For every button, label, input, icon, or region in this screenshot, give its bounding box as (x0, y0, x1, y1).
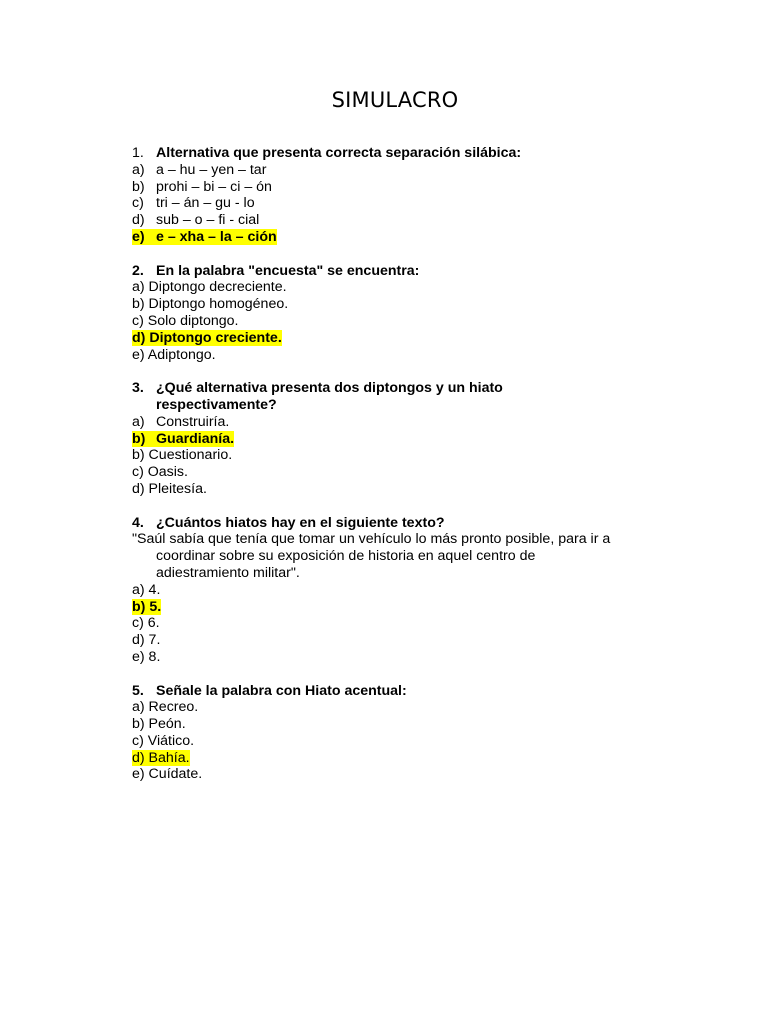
spacer (132, 246, 672, 263)
question-3-stem-line (132, 380, 672, 397)
document-body (132, 145, 672, 783)
question-2 (132, 263, 672, 364)
question-3 (132, 380, 672, 498)
question-2-option-d-correct (132, 330, 672, 347)
question-4-option-d: d) 7. (132, 632, 161, 649)
question-1-stem-line (132, 145, 672, 162)
question-2-number: 2. (132, 262, 144, 279)
question-4-option-b-correct (132, 599, 672, 616)
highlighted-answer: d) Bahía. (132, 749, 190, 766)
question-3-option-c: c) Oasis. (132, 464, 188, 481)
question-1-option-a: a) a – hu – yen – tar (132, 161, 267, 178)
question-3-option-b-alt: b) Cuestionario. (132, 447, 233, 464)
question-2-stem: En la palabra "encuesta" se encuentra: (156, 262, 420, 279)
question-4-stem-line (132, 515, 672, 532)
question-4-quote-line-3: adiestramiento militar". (156, 564, 300, 581)
question-1 (132, 145, 672, 246)
question-3-option-d: d) Pleitesía. (132, 480, 207, 497)
question-5-option-d-correct (132, 750, 672, 767)
question-3-stem: ¿Qué alternativa presenta dos diptongos y un hiato (156, 380, 503, 397)
question-1-option-d: d) sub – o – fi - cial (132, 212, 260, 229)
question-2-option-c: c) Solo diptongo. (132, 312, 239, 329)
highlighted-answer: e) e – xha – la – ción (132, 228, 277, 245)
question-2-option-a: a) Diptongo decreciente. (132, 279, 287, 296)
question-1-option-b: b) prohi – bi – ci – ón (132, 178, 272, 195)
spacer (132, 498, 672, 515)
question-4-option-e: e) 8. (132, 648, 161, 665)
spacer (132, 363, 672, 380)
question-2-option-e: e) Adiptongo. (132, 346, 216, 363)
question-3-option-b-correct (132, 431, 672, 448)
question-4-option-a: a) 4. (132, 581, 161, 598)
question-5-option-e: e) Cuídate. (132, 766, 203, 783)
highlighted-answer: d) Diptongo creciente. (132, 329, 282, 346)
question-4 (132, 515, 672, 666)
question-4-option-c: c) 6. (132, 615, 160, 632)
question-5-option-c: c) Viático. (132, 732, 195, 749)
question-3-option-a: a) Construiría. (132, 413, 230, 430)
question-5-number: 5. (132, 682, 144, 699)
question-1-number: 1. (132, 145, 144, 161)
question-4-stem: ¿Cuántos hiatos hay en el siguiente texto? (156, 514, 445, 531)
question-1-stem: Alternativa que presenta correcta separación silábica: (156, 145, 522, 161)
question-2-stem-line (132, 263, 672, 280)
question-2-option-b: b) Diptongo homogéneo. (132, 296, 289, 313)
question-5-stem-line (132, 683, 672, 700)
question-4-quote-line-2: coordinar sobre su exposición de historia en aquel centro de (156, 548, 536, 565)
spacer (132, 666, 672, 683)
question-3-stem-continuation: respectivamente? (156, 396, 277, 413)
page-title: SIMULACRO (331, 88, 459, 112)
highlighted-answer: b) 5. (132, 598, 162, 615)
question-5-stem: Señale la palabra con Hiato acentual: (156, 682, 407, 699)
question-5 (132, 683, 672, 784)
question-4-number: 4. (132, 514, 144, 531)
question-5-option-b: b) Peón. (132, 716, 186, 733)
highlighted-answer: b) Guardianía. (132, 430, 235, 447)
question-4-quote-line-1: "Saúl sabía que tenía que tomar un vehículo lo más pronto posible, para ir a (132, 531, 611, 548)
question-1-option-c: c) tri – án – gu - lo (132, 195, 255, 212)
question-1-option-e-correct (132, 229, 672, 246)
question-5-option-a: a) Recreo. (132, 699, 199, 716)
question-3-number: 3. (132, 380, 144, 397)
